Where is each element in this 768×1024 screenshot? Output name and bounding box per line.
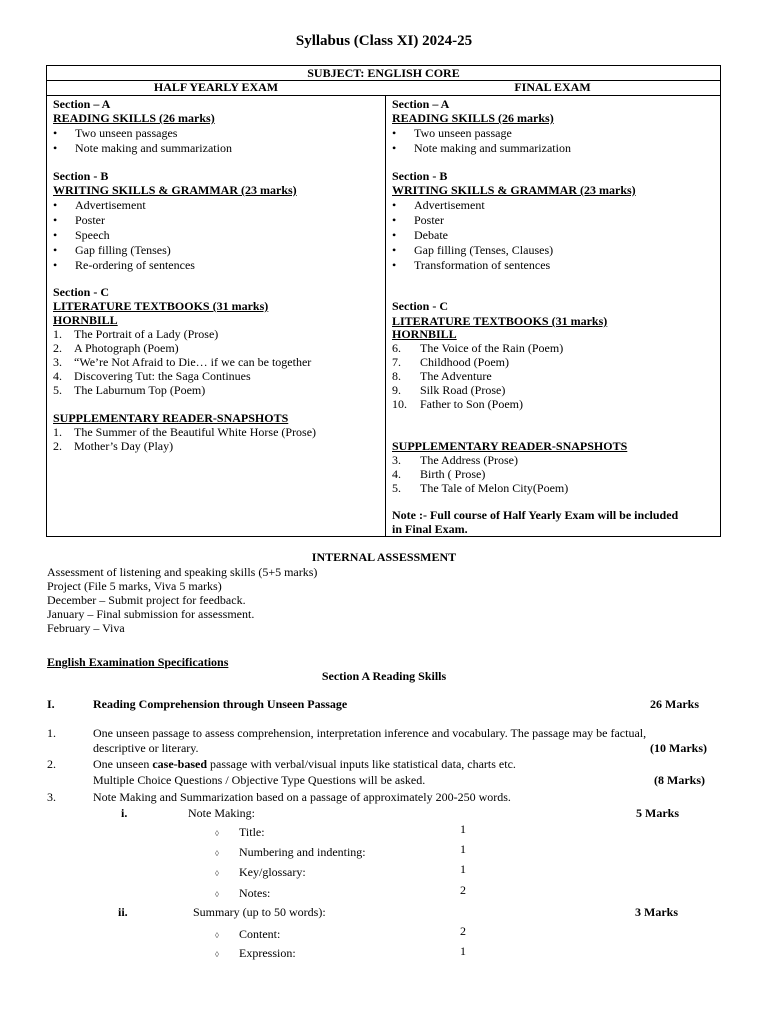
summary-heading: Summary (up to 50 words): xyxy=(193,905,326,919)
list-item: 6. The Voice of the Rain (Poem) xyxy=(392,341,564,355)
diamond-bullet-icon: ◊ xyxy=(215,829,219,838)
spec-item-text: Note Making and Summarization based on a passage of approximately 200-250 words. xyxy=(93,790,511,804)
list-item: • Debate xyxy=(392,228,448,242)
list-item: • Note making and summarization xyxy=(392,141,571,155)
internal-assessment-line: February – Viva xyxy=(47,621,125,635)
criterion-row: ◊ Numbering and indenting: xyxy=(215,845,366,862)
document-title: Syllabus (Class XI) 2024-25 xyxy=(295,33,473,49)
criterion-score: 2 xyxy=(460,883,466,897)
criterion-score: 1 xyxy=(460,822,466,836)
supplementary-reader-title: SUPPLEMENTARY READER-SNAPSHOTS xyxy=(53,411,289,425)
sub-item-number: ii. xyxy=(118,905,128,919)
reading-comprehension-marks: 26 Marks xyxy=(650,697,699,711)
internal-assessment-line: December – Submit project for feedback. xyxy=(47,593,246,607)
list-item: 5. The Tale of Melon City(Poem) xyxy=(392,481,569,495)
list-item: • Two unseen passage xyxy=(392,126,512,140)
diamond-bullet-icon: ◊ xyxy=(215,890,219,899)
criterion-row: ◊ Expression: xyxy=(215,946,296,963)
item-number: 2. xyxy=(47,757,56,771)
supplementary-reader-title: SUPPLEMENTARY READER-SNAPSHOTS xyxy=(392,439,628,453)
list-item: 4. Birth ( Prose) xyxy=(392,467,486,481)
list-item: 7. Childhood (Poem) xyxy=(392,355,509,369)
list-item: 2. A Photograph (Poem) xyxy=(53,341,179,355)
list-item: • Poster xyxy=(392,213,444,227)
list-item: • Transformation of sentences xyxy=(392,258,551,272)
list-item: • Advertisement xyxy=(392,198,485,212)
list-item: 9. Silk Road (Prose) xyxy=(392,383,506,397)
criterion-row: ◊ Title: xyxy=(215,825,265,842)
section-a-heading: Section – A xyxy=(53,97,111,111)
criterion-score: 1 xyxy=(460,862,466,876)
spec-item-text: One unseen passage to assess comprehension, interpretation inference and vocabulary. The passage may be factual, xyxy=(93,726,647,740)
list-item: 5. The Laburnum Top (Poem) xyxy=(53,383,206,397)
internal-assessment-line: Project (File 5 marks, Viva 5 marks) xyxy=(47,579,222,593)
list-item: • Advertisement xyxy=(53,198,146,212)
internal-assessment-line: January – Final submission for assessment. xyxy=(47,607,255,621)
final-exam-note: in Final Exam. xyxy=(392,522,468,536)
literature-title: LITERATURE TEXTBOOKS (31 marks) xyxy=(53,299,269,313)
sub-item-number: i. xyxy=(121,806,128,820)
item-number: 1. xyxy=(47,726,56,740)
section-b-heading: Section - B xyxy=(392,169,448,183)
internal-assessment-title: INTERNAL ASSESSMENT xyxy=(311,550,457,564)
section-c-heading: Section - C xyxy=(392,299,448,313)
list-item: 4. Discovering Tut: the Saga Continues xyxy=(53,369,251,383)
section-c-heading: Section - C xyxy=(53,285,109,299)
reading-comprehension-heading: Reading Comprehension through Unseen Passage xyxy=(93,697,348,711)
list-item: 1. The Summer of the Beautiful White Horse (Prose) xyxy=(53,425,317,439)
roman-numeral: I. xyxy=(47,697,55,711)
list-item: 10. Father to Son (Poem) xyxy=(392,397,523,411)
diamond-bullet-icon: ◊ xyxy=(215,869,219,878)
list-item: 1. The Portrait of a Lady (Prose) xyxy=(53,327,219,341)
item-number: 3. xyxy=(47,790,56,804)
hornbill-heading: HORNBILL xyxy=(392,327,457,341)
list-item: 2. Mother’s Day (Play) xyxy=(53,439,174,453)
criterion-score: 1 xyxy=(460,944,466,958)
reading-skills-title: READING SKILLS (26 marks) xyxy=(392,111,554,125)
table-divider xyxy=(47,95,720,96)
internal-assessment-line: Assessment of listening and speaking skills (5+5 marks) xyxy=(47,565,318,579)
note-making-heading: Note Making: xyxy=(188,806,255,820)
half-yearly-header: HALF YEARLY EXAM xyxy=(153,80,279,94)
section-a-heading: Section – A xyxy=(392,97,450,111)
final-exam-note: Note :- Full course of Half Yearly Exam will be included xyxy=(392,508,679,522)
list-item: • Two unseen passages xyxy=(53,126,178,140)
criterion-row: ◊ Key/glossary: xyxy=(215,865,306,882)
hornbill-heading: HORNBILL xyxy=(53,313,118,327)
list-item: 3. The Address (Prose) xyxy=(392,453,518,467)
summary-marks: 3 Marks xyxy=(635,905,678,919)
section-b-heading: Section - B xyxy=(53,169,109,183)
criterion-row: ◊ Notes: xyxy=(215,886,270,903)
list-item: • Gap filling (Tenses, Clauses) xyxy=(392,243,554,257)
syllabus-table xyxy=(46,65,721,537)
diamond-bullet-icon: ◊ xyxy=(215,931,219,940)
list-item: 3. “We’re Not Afraid to Die… if we can be together xyxy=(53,355,312,369)
list-item: • Note making and summarization xyxy=(53,141,232,155)
list-item: 8. The Adventure xyxy=(392,369,492,383)
criterion-score: 1 xyxy=(460,842,466,856)
writing-skills-title: WRITING SKILLS & GRAMMAR (23 marks) xyxy=(53,183,297,197)
spec-item-marks: (10 Marks) xyxy=(650,741,707,755)
writing-skills-title: WRITING SKILLS & GRAMMAR (23 marks) xyxy=(392,183,636,197)
note-making-marks: 5 Marks xyxy=(636,806,679,820)
list-item: • Gap filling (Tenses) xyxy=(53,243,171,257)
criterion-score: 2 xyxy=(460,924,466,938)
diamond-bullet-icon: ◊ xyxy=(215,849,219,858)
column-divider xyxy=(385,95,386,536)
list-item: • Poster xyxy=(53,213,105,227)
literature-title: LITERATURE TEXTBOOKS (31 marks) xyxy=(392,314,608,328)
diamond-bullet-icon: ◊ xyxy=(215,950,219,959)
criterion-row: ◊ Content: xyxy=(215,927,280,944)
list-item: • Re-ordering of sentences xyxy=(53,258,195,272)
spec-item-marks: (8 Marks) xyxy=(654,773,705,787)
reading-skills-title: READING SKILLS (26 marks) xyxy=(53,111,215,125)
final-exam-header: FINAL EXAM xyxy=(514,80,591,94)
section-a-reading-heading: Section A Reading Skills xyxy=(321,669,447,683)
specifications-title: English Examination Specifications xyxy=(47,655,229,669)
list-item: • Speech xyxy=(53,228,110,242)
spec-item-text: Multiple Choice Questions / Objective Type Questions will be asked. xyxy=(93,773,426,787)
subject-header: SUBJECT: ENGLISH CORE xyxy=(307,66,460,80)
spec-item-text: One unseen case-based passage with verbal/visual inputs like statistical data, charts etc. xyxy=(93,757,516,771)
spec-item-text: descriptive or literary. xyxy=(93,741,199,755)
